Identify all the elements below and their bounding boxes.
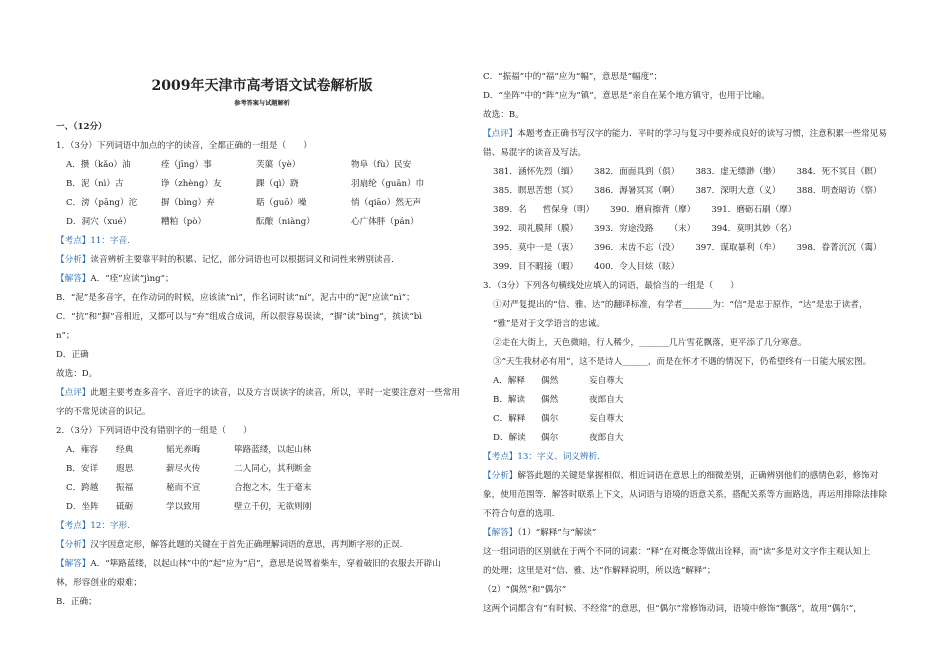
q2-option-c: C．跨越 振福 秘而不宣 合抱之木，生于毫末 xyxy=(66,483,312,493)
section-tag: 【考点】 xyxy=(56,236,91,246)
q1-jieda-d: D．正确 xyxy=(56,350,89,360)
q1-jieda-c2: n”； xyxy=(56,331,75,341)
q1-option-d: D．洞穴（xué） 糟粕（pò） 酝酿（niàng） 心广体胖（pán） xyxy=(66,217,419,227)
section-tag: 【解答】 xyxy=(56,559,91,569)
q1-answer: 故选：D。 xyxy=(56,369,98,379)
q3-fenxi-2: 象，使用范围等．解答时联系上下文，从词语与语境的语意关系，搭配关系等方面路选，再运用排除法排除 xyxy=(483,490,887,500)
q2-fenxi: 【分析】汉字因意定形，解答此题的关键在于首先正确理解词语的意思，再判断字形的正误. xyxy=(56,540,403,550)
q2-dianping-1: 【点评】本题考查正确书写汉字的能力．平时的学习与复习中要养成良好的读写习惯，注意积累一些常见易 xyxy=(483,129,887,139)
section-tag: 【分析】 xyxy=(56,255,91,265)
q3-stem: 3．（3分）下列各句横线处应填入的词语，最恰当的一组是（ ） xyxy=(483,281,739,291)
q1-jieda-c1: C．“抗”和“摒”音相近，又都可以与“弃”组成合成词，所以很容易误读，“摒”读“bìng”，摈读“bì xyxy=(56,312,423,322)
q3-sentence-1b: “雅”是对于文学语言的忠诚。 xyxy=(493,319,605,329)
q2-jieda-b: B．正确； xyxy=(56,597,97,607)
section-tag: 【考点】 xyxy=(56,521,91,531)
q2-jieda-a2: 林，形容创业的艰难； xyxy=(56,578,142,588)
q3-option-d: D．解读 偶尔 夜郎自大 xyxy=(493,433,624,443)
section-heading: 一、（12分） xyxy=(56,122,107,132)
q1-dianping-2: 字的不常见读音的识记。 xyxy=(56,407,151,417)
q1-jieda-a: 【解答】A．“痊”应读“jìng”； xyxy=(56,274,174,284)
q3-para-1: 这一组词语的区别就在于两个不同的词素：“释”在对概念等做出诠释，而“读”多是对文字作主观认知上 xyxy=(483,547,871,557)
q1-fenxi: 【分析】读音辨析主要靠平时的积累、记忆，部分词语也可以根据词义和词性来辨别读音. xyxy=(56,255,394,265)
q1-dianping-1: 【点评】此题主要考查多音字、音近字的读音，以及方言误读字的读音，所以，平时一定要注意对一些常用 xyxy=(56,388,460,398)
q1-stem: 1．（3分）下列词语中加点的字的读音，全都正确的一组是（ ） xyxy=(56,141,312,151)
q3-kaodian: 【考点】13：字义、词义辨析. xyxy=(483,452,600,462)
left-column xyxy=(56,0,468,612)
section-tag: 【解答】 xyxy=(483,528,518,538)
q2-kaodian: 【考点】12：字形. xyxy=(56,521,130,531)
q2-option-a: A．雍容 经典 韬光养晦 筚路蓝缕，以起山林 xyxy=(66,445,312,455)
q2-jieda-d: D．“坐阵”中的“阵”应为“镇”，意思是“亲自在某个地方镇守，也用于比喻。 xyxy=(483,91,770,101)
q1-option-a: A．攒（kǎo）油 痊（jīng）事 芙蕖（yè） 物阜（fù）民安 xyxy=(66,160,412,170)
q2-stem: 2．（3分）下列词语中没有错别字的一组是（ ） xyxy=(56,426,252,436)
q3-option-a: A．解释 偶然 妄自尊大 xyxy=(493,376,624,386)
q1-kaodian: 【考点】11：字音. xyxy=(56,236,130,246)
q2-answer: 故选：B。 xyxy=(483,110,524,120)
q3-sentence-1a: ①对严复提出的“信、雅、达”的翻译标准，有学者_______为：“信”是忠于原作，“达”是忠于读者， xyxy=(493,300,868,310)
q3-jieda: 【解答】（1）“解释”与“解读” xyxy=(483,528,597,538)
q3-para-3: （2）“偶然”和“偶尔” xyxy=(483,585,567,595)
page-subtitle: 参考答案与试题解析 xyxy=(234,100,290,107)
q2-option-d: D．坐阵 砥砺 学以致用 壁立千仞，无欲则刚 xyxy=(66,502,312,512)
q1-option-c: C．滂（pāng）沱 摒（bìng）弃 聒（guō）噪 悄（qiāo）然无声 xyxy=(66,198,422,208)
q2-jieda-c: C．“振福”中的“福”应为“幅”，意思是“幅度”； xyxy=(483,72,663,82)
section-tag: 【点评】 xyxy=(483,129,518,139)
q1-jieda-b: B．“泥”是多音字，在作动词的时候，应该读“nì”，作名词时读“ní”，泥古中的“泥”应读“nì”； xyxy=(56,293,415,303)
q3-fenxi-3: 不符合句意的选项. xyxy=(483,509,555,519)
q3-fenxi-1: 【分析】解答此题的关键是掌握相似、相近词语在意思上的细微差别，正确辨别他们的感情色彩，修饰对 xyxy=(483,471,879,481)
q2-option-b: B．安详 遐思 薪尽火传 二人同心，其利断金 xyxy=(66,464,312,474)
word-correction-list: 381．涵怀先烈（缅） 382．面面具到（俱） 383．虚无缥渺（缈） 384．死不冥目（瞑） 385．瞑思苦想（冥） 386．溽暑冥冥（啊） 387．深明大意（义） 388．明查暗访（察） 389．名 哲保身（明） 390．磨肩擦背（摩） 391．磨砺石刷（摩） 392．项礼膜拜（膜） 393．穷途没路 （末） 394．莫明其妙（名） 395．莫中一是（衷） 396．末齿不忘（没） 397．谋取暴利（牟） 398．眷菁沉沉（霭） 399．目不暇接（暇） 400．令人目炫（眩） xyxy=(493,167,882,272)
section-tag: 【分析】 xyxy=(56,540,91,550)
q3-sentence-2: ②走在大街上，天色微暗，行人稀少，_______几片雪花飘落，更平添了几分寒意。 xyxy=(493,338,807,348)
right-column xyxy=(483,0,898,619)
q3-para-2: 的处理；这里是对“信、雅、达”作解释说明，所以选“解释”； xyxy=(483,566,716,576)
q3-option-c: C．解释 偶尔 妄自尊大 xyxy=(493,414,624,424)
page-title: 2009年天津市高考语文试卷解析版 xyxy=(151,78,373,94)
q2-dianping-2: 错、易混字的读音及写法。 xyxy=(483,148,587,158)
section-tag: 【分析】 xyxy=(483,471,518,481)
q3-para-4: 这两个词都含有“有时候、不经常”的意思，但“偶尔”常修饰动词，语境中修饰“飘落”，故用“偶尔”， xyxy=(483,604,862,614)
q1-option-b: B．泥（nì）古 诤（zhèng）友 踝（qì）跷 羽扇纶（guān）巾 xyxy=(66,179,425,189)
q2-jieda-a1: 【解答】A．“筚路蓝缕，以起山林”中的“起”应为“启”，意思是说驾着柴车，穿着破旧的衣服去开辟山 xyxy=(56,559,441,569)
q3-option-b: B．解读 偶然 夜郎自大 xyxy=(493,395,624,405)
section-tag: 【解答】 xyxy=(56,274,91,284)
section-tag: 【考点】 xyxy=(483,452,518,462)
section-tag: 【点评】 xyxy=(56,388,91,398)
q3-sentence-3: ③“天生我材必有用”，这不是诗人______，而是在怀才不遇的情况下，仍希望终有一日能大展宏图。 xyxy=(493,357,872,367)
